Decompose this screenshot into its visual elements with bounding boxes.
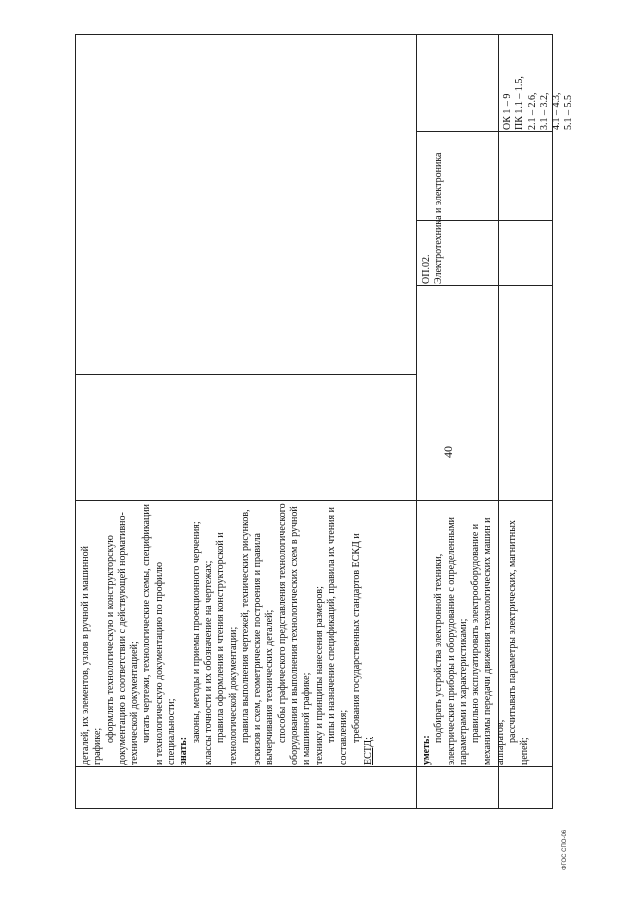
skill-item: читать чертежи, технологические схемы, спецификации и технологическую документацию по профилю специальности;	[141, 503, 178, 765]
skill-item: правильно эксплуатировать электрооборудование и механизмы передачи движения технологических машин и аппаратов;	[470, 517, 506, 765]
competencies-cell	[502, 42, 576, 130]
table-divider-row	[416, 285, 552, 286]
footer-mark: ФГОС СПО-06	[562, 829, 568, 870]
table-divider-col	[416, 35, 417, 808]
competency-item: ПК 1.1 – 1.5,	[514, 76, 526, 130]
knowledge-item: правила оформления и чтения конструкторской и технологической документации;	[215, 532, 239, 765]
knowledge-item: ЕСТД;	[362, 737, 374, 765]
skill-item: рассчитывать параметры электрических, магнитных цепей;	[507, 520, 531, 765]
table-divider-row	[76, 374, 416, 375]
table-divider-row	[416, 131, 552, 132]
upper-line: графике;	[92, 727, 104, 765]
skill-item: подбирать устройства электронной техники, электрические приборы и оборудование с определенными параметрами и характеристиками;	[433, 516, 469, 765]
competency-item: 4.1 – 4.3,	[551, 92, 563, 130]
discipline-index: ОП.02.	[421, 254, 432, 284]
table-divider-row	[76, 766, 552, 767]
knowledge-item: правила выполнения чертежей, технических рисунков, эскизов и схем, геометрические построения и правила вычерчивания технических деталей;	[239, 509, 276, 765]
knowledge-item: способы графического представления технологического оборудования и выполнения технологических схем в ручной и машинной графике;	[276, 503, 313, 765]
knowledge-item: типы и назначение спецификаций, правила их чтения и составления;	[325, 507, 350, 765]
competency-item: 3.1 – 3.2,	[538, 92, 550, 130]
upper-line: деталей, их элементов, узлов в ручной и машинной	[80, 546, 91, 765]
knowledge-item: требования государственных стандартов ЕСКД и	[350, 533, 362, 743]
competency-item: 5.1 – 5.5	[563, 95, 575, 130]
knowledge-item: классы точности и их обозначение на чертежах;	[202, 560, 214, 765]
discipline-name: Электротехника и электроника	[433, 152, 445, 284]
table-divider-row	[76, 500, 552, 501]
lower-content-cell	[421, 503, 532, 765]
upper-content-cell	[80, 503, 375, 765]
skill-item: оформлять технологическую и конструкторскую документацию в соответствии с действующей нормативно-технической документацией;	[104, 512, 141, 765]
page-number: 40	[441, 446, 455, 458]
can-label: уметь:	[421, 735, 432, 765]
curriculum-table	[75, 34, 575, 809]
competency-item: 2.1 – 2.6,	[526, 92, 538, 130]
competency-item: ОК 1 – 9	[502, 93, 513, 130]
knowledge-item: технику и принципы нанесения размеров;	[313, 586, 325, 765]
know-label: знать:	[178, 736, 190, 765]
knowledge-item: законы, методы и приемы проекционного черчения;	[190, 521, 202, 743]
discipline-cell	[421, 134, 446, 284]
